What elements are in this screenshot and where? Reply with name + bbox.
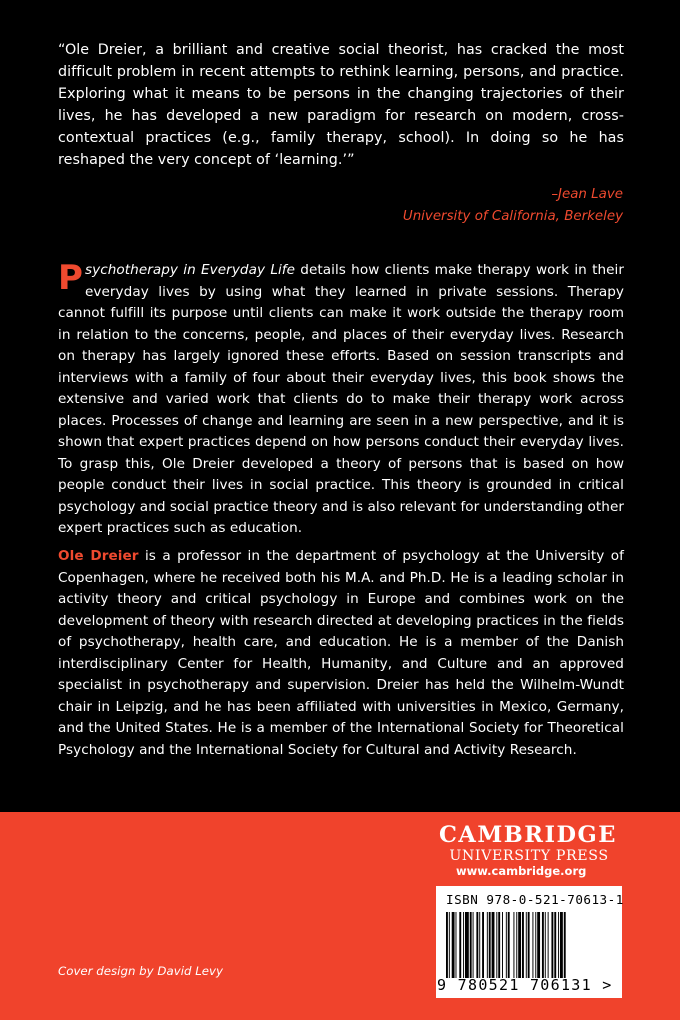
barcode-block	[436, 886, 622, 998]
publisher-name-line2: UNIVERSITY PRESS	[449, 848, 609, 864]
cover-credit: Cover design by David Levy	[58, 964, 224, 978]
author-bio	[58, 546, 624, 761]
author-name: Ole Dreier	[58, 548, 139, 564]
isbn-label: ISBN 978-0-521-70613-1	[446, 892, 624, 907]
book-title: sychotherapy in Everyday Life	[84, 262, 296, 278]
quote-author: –Jean Lave	[551, 187, 623, 202]
barcode-icon	[438, 912, 620, 978]
quote-affiliation: University of California, Berkeley	[402, 209, 623, 224]
endorsement-quote: “Ole Dreier, a brilliant and creative social theorist, has cracked the most difficult problem in recent attempts to rethink learning, persons, and practice. Exploring what it means to be persons in the changing trajectories of their lives, he has developed a new paradigm for research on modern, cross-contextual practices (e.g., family therapy, school). In doing so he has reshaped the very concept of ‘learning.’”	[58, 42, 624, 168]
drop-cap: P	[58, 258, 83, 298]
publisher-website: www.cambridge.org	[456, 864, 587, 878]
publisher-name-line1: CAMBRIDGE	[439, 822, 617, 848]
description-body: details how clients make therapy work in their everyday lives by using what they learned in private sessions. Therapy cannot fulfill its purpose until clients can make it work outside the therapy room in relation to the concerns, people, and places of their everyday lives. Research on therapy has largely ignored these efforts. Based on session transcripts and interviews with a family of four about their everyday lives, this book shows the extensive and varied work that clients do to make their therapy work across places. Processes of change and learning are seen in a new perspective, and it is shown that expert practices depend on how persons conduct their everyday lives. To grasp this, Ole Dreier developed a theory of persons that is based on how people conduct their lives in social practice. This theory is grounded in critical psychology and social practice theory and is also relevant for understanding other expert practices such as education.	[58, 262, 624, 536]
barcode-number: 9 780521 706131 >	[437, 976, 613, 994]
book-description	[58, 260, 624, 540]
publisher-logo	[439, 822, 619, 865]
bio-body: is a professor in the department of psychology at the University of Copenhagen, where he received both his M.A. and Ph.D. He is a leading scholar in activity theory and critical psychology in Europe and combines work on the development of theory with research directed at developing practices in the fields of psychotherapy, health care, and education. He is a member of the Danish interdisciplinary Center for Health, Humanity, and Culture and an approved specialist in psychotherapy and supervision. Dreier has held the Wilhelm-Wundt chair in Leipzig, and he has been affiliated with universities in Mexico, Germany, and the United States. He is a member of the International Society for Theoretical Psychology and the International Society for Cultural and Activity Research.	[58, 548, 624, 758]
quote-attribution	[403, 184, 623, 228]
